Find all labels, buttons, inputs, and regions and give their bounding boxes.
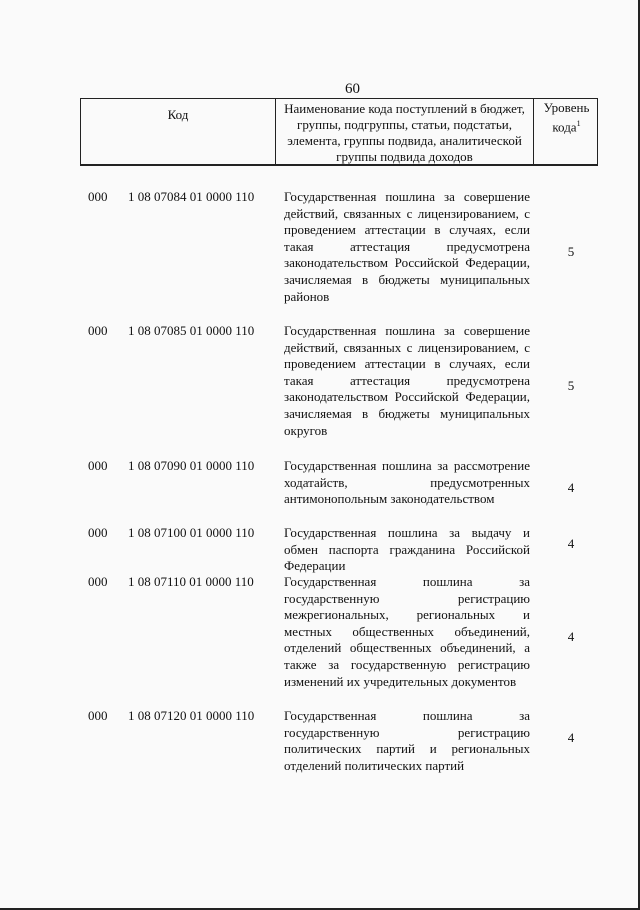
row-level: 4 bbox=[567, 629, 575, 644]
row-prefix: 000 bbox=[88, 323, 108, 338]
row-level: 4 bbox=[567, 480, 575, 495]
table-header bbox=[80, 98, 598, 166]
row-prefix: 000 bbox=[88, 708, 108, 723]
row-level: 4 bbox=[567, 730, 575, 745]
row-code: 1 08 07090 01 0000 110 bbox=[128, 458, 255, 473]
row-description: Государственная пошлина за выдачу и обмен паспорта гражданина Российской Федерации bbox=[284, 525, 530, 574]
row-description: Государственная пошлина за совершение действий, связанных с лицензированием, с проведением аттестации в случаях, если такая аттестация предусмотрена законодательством Российской Федерации, зачисляемая в бюджеты муниципальных округов bbox=[284, 323, 530, 438]
row-code: 1 08 07085 01 0000 110 bbox=[128, 323, 255, 338]
row-prefix: 000 bbox=[88, 458, 108, 473]
row-level: 5 bbox=[567, 244, 575, 259]
row-description: Государственная пошлина за совершение действий, связанных с лицензированием, с проведением аттестации в случаях, если такая аттестация предусмотрена законодательством Российской Федерации, зачисляемая в бюджеты муниципальных районов bbox=[284, 189, 530, 304]
row-code: 1 08 07120 01 0000 110 bbox=[128, 708, 255, 723]
row-description: Государственная пошлина за государственную регистрацию межрегиональных, региональных и местных общественных объединений, отделений общественных объединений, а также за государственную регистрацию изменений их учредительных документов bbox=[284, 574, 530, 689]
row-description: Государственная пошлина за государственную регистрацию политических партий и региональных отделений политических партий bbox=[284, 708, 530, 773]
row-code: 1 08 07110 01 0000 110 bbox=[128, 574, 254, 589]
header-code: Код bbox=[81, 99, 276, 164]
row-level: 4 bbox=[567, 536, 575, 551]
header-name: Наименование кода поступлений в бюджет, группы, подгруппы, статьи, подстатьи, элемента, группы подвида, аналитической группы подвида доходов bbox=[276, 99, 534, 164]
row-level: 5 bbox=[567, 378, 575, 393]
header-level bbox=[534, 99, 599, 164]
header-level-footnote: 1 bbox=[576, 119, 581, 128]
row-code: 1 08 07084 01 0000 110 bbox=[128, 189, 255, 204]
row-prefix: 000 bbox=[88, 189, 108, 204]
row-code: 1 08 07100 01 0000 110 bbox=[128, 525, 255, 540]
page-number: 60 bbox=[345, 81, 360, 97]
row-prefix: 000 bbox=[88, 574, 108, 589]
row-description: Государственная пошлина за рассмотрение ходатайств, предусмотренных антимонопольным законодательством bbox=[284, 458, 530, 507]
row-prefix: 000 bbox=[88, 525, 108, 540]
header-level-label: Уровень кода bbox=[543, 100, 590, 135]
